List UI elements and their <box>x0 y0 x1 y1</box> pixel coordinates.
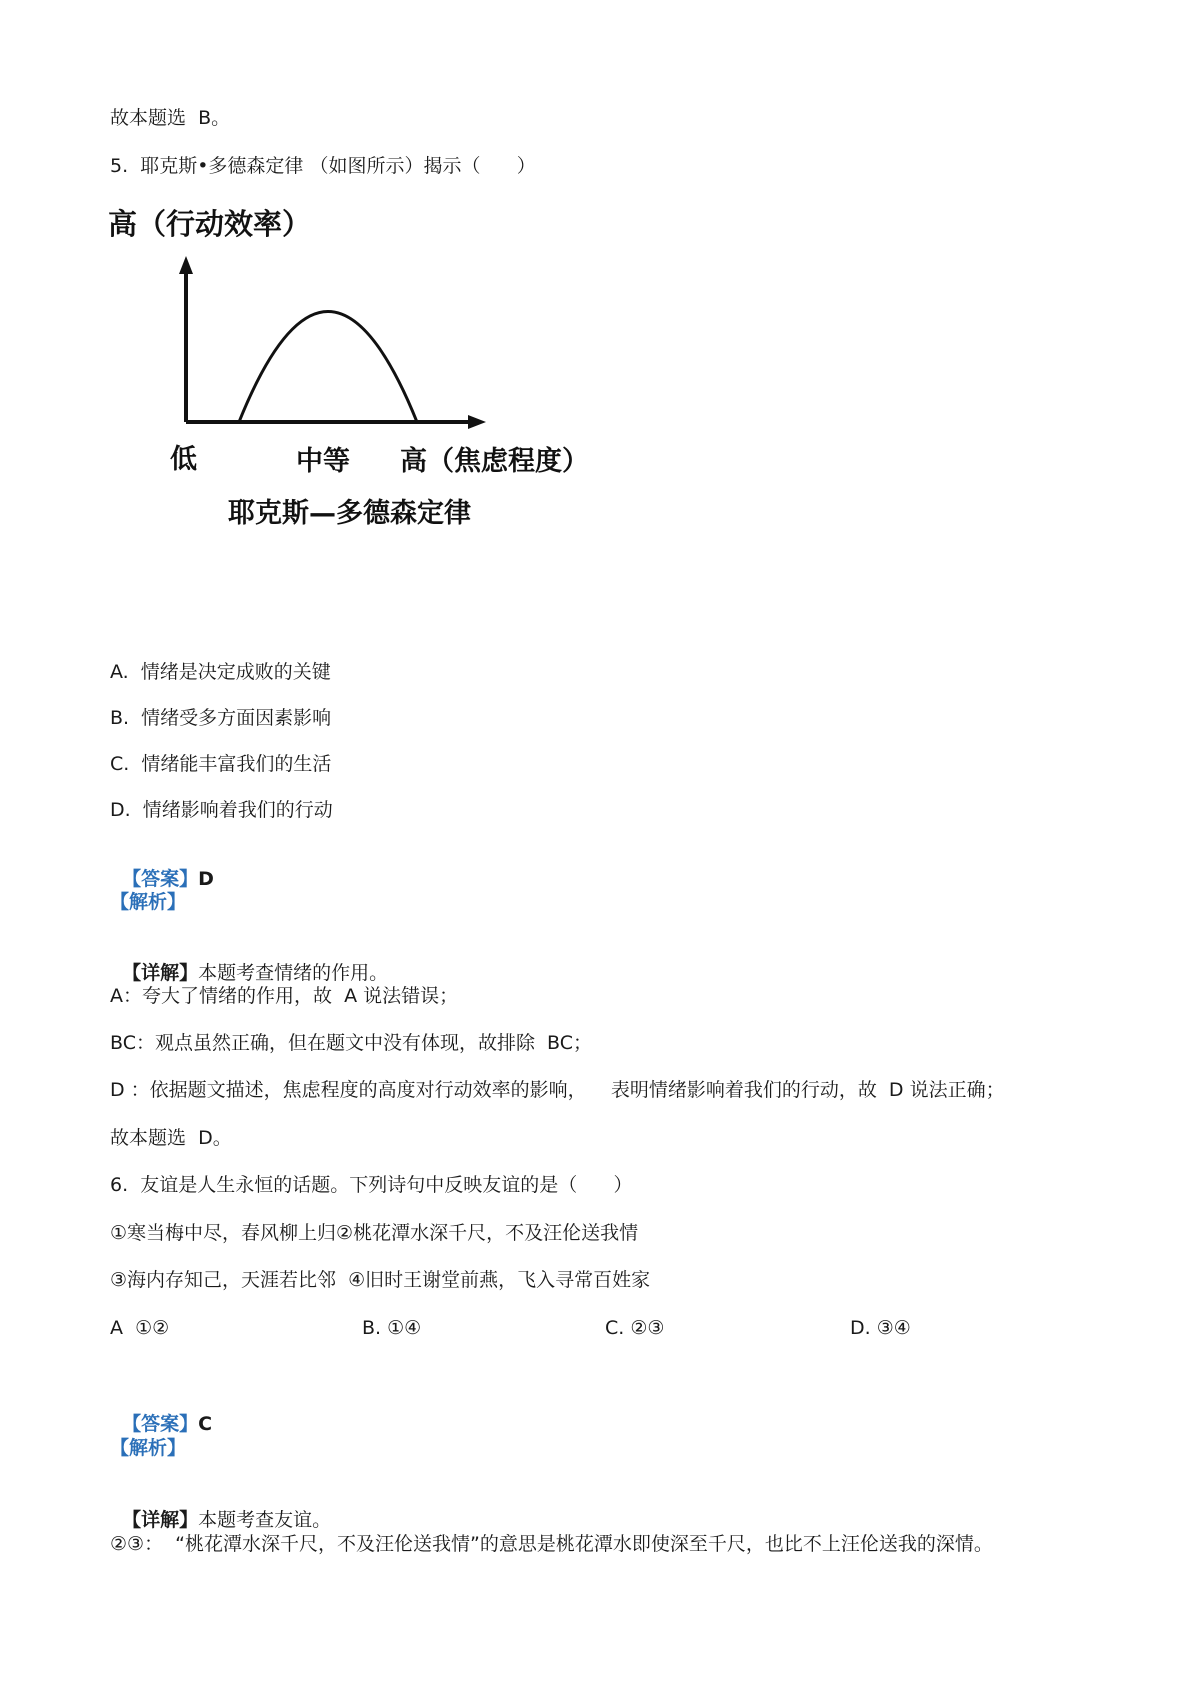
q5-conclusion: 故本题选 D。 <box>110 1127 232 1149</box>
yerkes-dodson-chart <box>100 200 660 580</box>
q5-detail <box>110 937 388 985</box>
q6-option-a: A ①② <box>110 1317 170 1339</box>
q5-option-a: A. 情绪是决定成败的关键 <box>110 661 331 683</box>
chart-curve <box>239 312 417 423</box>
chart-caption: 耶克斯—多德森定律 <box>228 498 471 529</box>
chart-y-axis-label: 高（行动效率） <box>108 207 312 241</box>
chart-x-arrowhead <box>468 415 486 429</box>
q5-detail-intro: 本题考查情绪的作用。 <box>198 962 389 984</box>
q5-answer-value: D <box>198 868 214 890</box>
q5-explanation-a: A：夸大了情绪的作用，故 A 说法错误； <box>110 985 459 1007</box>
q5-detail-tag: 【详解】 <box>122 962 199 984</box>
q6-option-d: D. ③④ <box>850 1317 911 1339</box>
q4-conclusion: 故本题选 B。 <box>110 107 231 129</box>
chart-x-tick-medium: 中等 <box>296 446 350 477</box>
q5-option-b: B. 情绪受多方面因素影响 <box>110 707 332 729</box>
q6-detail <box>110 1484 331 1532</box>
q5-answer-tag: 【答案】 <box>122 868 199 890</box>
q6-question: 6. 友谊是人生永恒的话题。下列诗句中反映友谊的是（ ） <box>110 1174 633 1196</box>
q6-detail-intro: 本题考查友谊。 <box>198 1509 332 1531</box>
q6-answer-tag: 【答案】 <box>122 1413 199 1435</box>
q6-option-c: C. ②③ <box>605 1317 665 1339</box>
q6-poem-line-1: ①寒当梅中尽，春风柳上归②桃花潭水深千尺，不及汪伦送我情 <box>110 1222 639 1244</box>
q6-analysis-tag: 【解析】 <box>110 1437 187 1459</box>
chart-y-arrowhead <box>179 256 193 274</box>
chart-x-tick-low: 低 <box>170 444 197 475</box>
q5-explanation-bc: BC：观点虽然正确，但在题文中没有体现，故排除 BC； <box>110 1032 593 1054</box>
q6-answer <box>110 1388 212 1436</box>
chart-x-tick-high: 高（焦虑程度） <box>400 446 589 477</box>
q5-option-c: C. 情绪能丰富我们的生活 <box>110 753 332 775</box>
q6-explanation: ②③： “桃花潭水深千尺，不及汪伦送我情”的意思是桃花潭水即使深至千尺，也比不上汪伦送我的深情。 <box>110 1533 993 1555</box>
q5-option-d: D. 情绪影响着我们的行动 <box>110 799 333 821</box>
q6-poem-line-2: ③海内存知己，天涯若比邻 ④旧时王谢堂前燕，飞入寻常百姓家 <box>110 1269 651 1291</box>
q5-analysis-tag: 【解析】 <box>110 891 187 913</box>
q5-question: 5. 耶克斯•多德森定律 （如图所示）揭示（ ） <box>110 155 536 177</box>
q6-answer-value: C <box>198 1413 213 1435</box>
q6-detail-tag: 【详解】 <box>122 1509 199 1531</box>
q6-option-b: B. ①④ <box>362 1317 422 1339</box>
q5-explanation-d: D ：依据题文描述，焦虑程度的高度对行动效率的影响， 表明情绪影响着我们的行动，故 D 说法正确； <box>110 1079 1005 1101</box>
q5-answer <box>110 843 214 891</box>
